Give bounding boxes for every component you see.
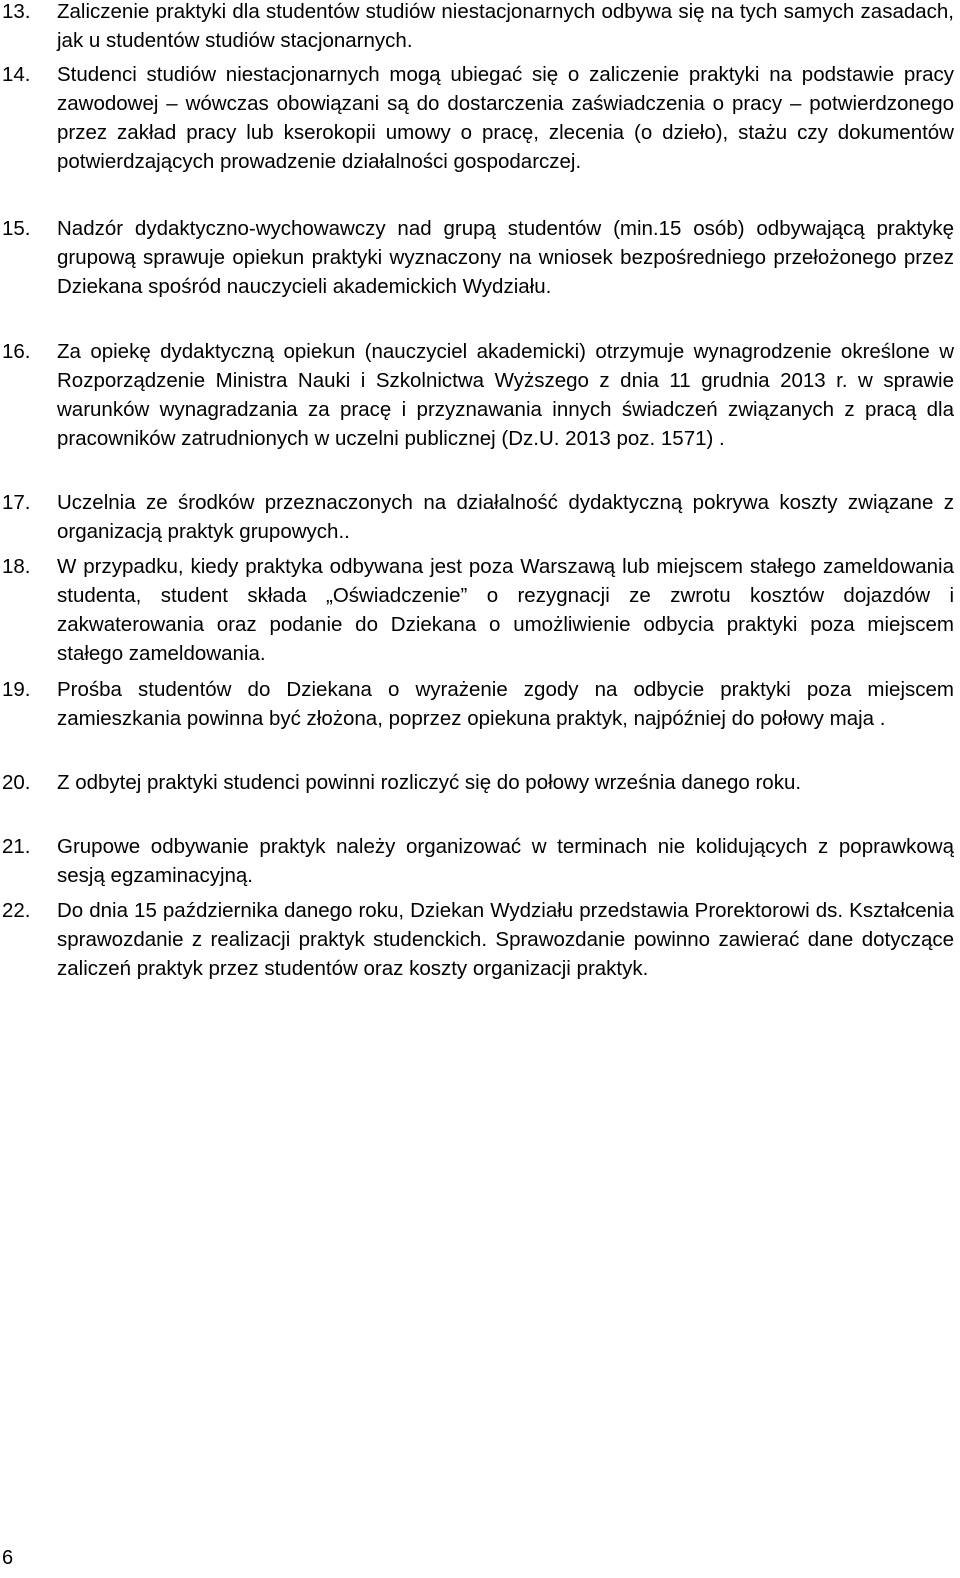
item-text: W przypadku, kiedy praktyka odbywana jest poza Warszawą lub miejscem stałego zameldowania studenta, student składa „Oświadczenie” o rezygnacji ze zwrotu kosztów dojazdów i zakwaterowania oraz podanie do Dziekana o umożliwienie odbycia praktyki poza miejscem stałego zameldowania. [57,555,954,665]
item-text: Uczelnia ze środków przeznaczonych na działalność dydaktyczną pokrywa koszty związane z organizacją praktyk grupowych.. [57,491,954,543]
list-item [0,488,954,546]
item-number: 15. [2,217,31,240]
item-number: 18. [2,555,31,578]
item-text: Prośba studentów do Dziekana o wyrażenie zgody na odbycie praktyki poza miejscem zamieszkania powinna być złożona, poprzez opiekuna praktyk, najpóźniej do połowy maja . [57,678,954,730]
item-number: 19. [2,678,31,701]
item-text: Zaliczenie praktyki dla studentów studiów niestacjonarnych odbywa się na tych samych zasadach, jak u studentów studiów stacjonarnych. [57,0,954,52]
list-item [0,552,954,668]
item-text: Nadzór dydaktyczno-wychowawczy nad grupą studentów (min.15 osób) odbywającą praktykę grupową sprawuje opiekun praktyki wyznaczony na wniosek bezpośredniego przełożonego przez Dziekana spośród nauczycieli akademickich Wydziału. [57,217,954,298]
item-number: 16. [2,340,31,363]
item-text: Studenci studiów niestacjonarnych mogą ubiegać się o zaliczenie praktyki na podstawie pracy zawodowej – wówczas obowiązani są do dostarczenia zaświadczenia o pracy – potwierdzonego przez zakład pracy lub kserokopii umowy o pracę, zlecenia (o dzieło), stażu czy dokumentów potwierdzających prowadzenie działalności gospodarczej. [57,63,954,173]
item-text: Do dnia 15 października danego roku, Dziekan Wydziału przedstawia Prorektorowi ds. Kształcenia sprawozdanie z realizacji praktyk studenckich. Sprawozdanie powinno zawierać dane dotyczące zaliczeń praktyk przez studentów oraz koszty organizacji praktyk. [57,899,954,980]
list-item [0,60,954,176]
item-text: Za opiekę dydaktyczną opiekun (nauczyciel akademicki) otrzymuje wynagrodzenie określone w Rozporządzenie Ministra Nauki i Szkolnictwa Wyższego z dnia 11 grudnia 2013 r. w sprawie warunków wynagradzania za pracę i przyznawania innych świadczeń związanych z pracą dla pracowników zatrudnionych w uczelni publicznej (Dz.U. 2013 poz. 1571) . [57,340,954,450]
list-item [0,337,954,453]
item-number: 21. [2,835,31,858]
list-item [0,675,954,733]
item-text: Z odbytej praktyki studenci powinni rozliczyć się do połowy września danego roku. [57,771,802,794]
item-number: 14. [2,63,31,86]
item-number: 13. [2,0,31,23]
list-item [0,0,954,55]
item-number: 22. [2,899,31,922]
page-number: 6 [2,1547,14,1569]
list-item [0,896,954,983]
item-text: Grupowe odbywanie praktyk należy organizować w terminach nie kolidujących z poprawkową sesją egzaminacyjną. [57,835,954,887]
item-number: 20. [2,771,31,794]
item-number: 17. [2,491,31,514]
list-item [0,214,954,301]
list-item [0,768,954,797]
list-item [0,832,954,890]
